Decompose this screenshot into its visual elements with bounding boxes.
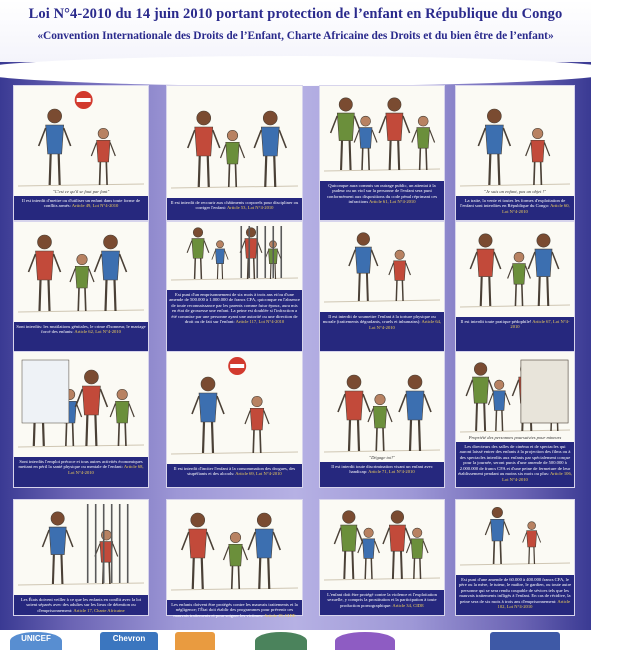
law-panel: [167, 352, 302, 487]
partner-logo: [335, 632, 395, 650]
panel-illustration: [456, 500, 574, 575]
panel-caption: [14, 457, 148, 487]
law-panel: [456, 352, 574, 487]
panel-caption: [320, 312, 444, 354]
caption-article-reference: Article 68, Loi N°4-2010: [68, 464, 144, 475]
panel-illustration: [320, 222, 444, 312]
caption-text: Il est interdit toute discrimination visant un enfant avec handicap:: [331, 463, 433, 475]
caption-text: Il est interdit d'inciter l'enfant à la consommation des drogues, des stupéfiants et des alcools:: [173, 465, 296, 477]
law-panel: [456, 86, 574, 220]
panel-caption: [456, 317, 574, 354]
caption-article-reference: Article 71, Loi N°4-2010: [368, 469, 415, 475]
panel-illustration: [456, 222, 574, 317]
caption-text: Quiconque aura commis un outrage public, un attentat à la pudeur ou un viol sur la personne de l'enfant sera puni conformément aux dispositions du code pénal réprimant ces infractions: [326, 182, 438, 205]
caption-text: Les États doivent veiller à ce que les enfants en conflit avec la loi soient séparés avec des adultes sur les lieux de détention ou d'emprisonnement:: [20, 596, 142, 613]
partner-logos-strip: [0, 630, 591, 650]
panel-illustration: [456, 352, 574, 442]
partner-logo: [255, 632, 307, 650]
caption-text: Les enfants doivent être protégés contre les mauvais traitements et la négligence; l'État doit établir des programmes pour prévenir ces mauvais traitements et pour soigner les victimes:: [171, 601, 298, 618]
caption-article-reference: Article 117, Loi N°4-2010: [235, 319, 285, 325]
panel-caption: [14, 595, 148, 615]
caption-article-reference: Article 64, Loi N°4-2010: [369, 319, 442, 330]
speech-bubble: "C'est ce qu'il se faut par fant": [52, 189, 110, 194]
caption-text: Il est interdit de recourir aux châtiments corporels pour discipliner ou corriger l'enfant:: [170, 199, 299, 211]
caption-text: Est puni d'un emprisonnement de six mois à trois ans et/ou d'une amende de 500.000 à 1.000.000 de francs CFA, quiconque en l'absence de toute reconnaissance par les parents comme futur époux, aura mis en état de grossesse une enfant. La peine est doublée si l'infraction a été commise par une personne ayant une autorité ou une direction de droit ou de fait sur l'enfant:: [169, 291, 300, 325]
panel-illustration: [167, 352, 302, 464]
caption-article-reference: Article 102, Loi N°4-2010: [497, 598, 571, 610]
caption-text: Sont interdits l'emploi précoce et tous autres activités économiques mettant en péril la santé physique ou mentale de l'enfant:: [18, 458, 143, 470]
partner-logo-label: Chevron: [112, 634, 146, 643]
partner-logo: [490, 632, 560, 650]
law-panel: [167, 222, 302, 354]
panel-caption: [167, 464, 302, 487]
poster-subtitle: «Convention Internationale des Droits de l’Enfant, Charte Africaine des Droits et du bien être de l’enfant»: [37, 30, 554, 42]
panel-caption: [456, 442, 574, 487]
panel-illustration: [456, 86, 574, 196]
law-panel: [320, 352, 444, 487]
law-panel: [167, 86, 302, 220]
caption-article-reference: Article 49, Loi N°4-2010: [71, 203, 119, 209]
speech-bubble: "Dégage toi!": [369, 455, 395, 460]
caption-article-reference: Article 53, Loi N°4-2010: [226, 205, 274, 211]
partner-logo: [100, 632, 158, 650]
caption-text: La traite, la vente et toutes les formes d'exploitation de l'enfant sont interdites en République du Congo:: [460, 197, 566, 209]
law-panel: [456, 500, 574, 615]
panel-caption: [167, 198, 302, 220]
speech-bubble: Propriété des personnes poursuivies pour mineurs: [468, 435, 562, 440]
panel-illustration: [320, 352, 444, 462]
speech-bubble: "Je suis un enfant, pas un objet !": [483, 189, 547, 194]
panel-caption: [320, 181, 444, 220]
law-panel: [14, 86, 148, 220]
panel-illustration: [14, 222, 148, 322]
caption-article-reference: Article 67, Loi N°4-2010: [510, 318, 570, 330]
panel-illustration: [14, 86, 148, 196]
decorative-wave: [0, 56, 621, 86]
panel-illustration: [167, 86, 302, 198]
caption-article-reference: Article 19, CIDE: [264, 612, 296, 618]
panel-caption: [167, 600, 302, 618]
law-panel: [14, 352, 148, 487]
panel-illustration: [14, 352, 148, 457]
caption-text: L'enfant doit être protégé contre la violence et l'exploitation sexuelle, y compris la prostitution et la participation à toute production pornographique:: [327, 591, 437, 608]
law-panel: [320, 222, 444, 354]
law-panel: [456, 222, 574, 354]
panel-caption: [320, 462, 444, 487]
poster-title: Loi N°4-2010 du 14 juin 2010 portant protection de l’enfant en République du Congo: [28, 6, 563, 22]
caption-text: Les directeurs des salles de cinéma et de spectacles qui auront laissé entrer des enfants à la projection des films ou à des spectacles interdits aux enfants par spécialement conçue pour la journée, seront punis d'une amende de 500.000 à 2.000.000 de francs CFA et d'une peine de fermeture de leur établissement pendant au moins six mois ou plus:: [458, 443, 571, 477]
caption-text: Sont interdits: les mutilations génitales, le crime d'honneur, le mariage forcé des enfants:: [16, 323, 146, 335]
partner-logo: [175, 632, 215, 650]
caption-text: Il est interdit d'mettre ou d'utiliser un enfant dans toute forme de conflits armés:: [21, 197, 141, 209]
caption-text: Il est interdit de soumettre l'enfant à la torture physique ou morale (traitements dégradants, cruels et inhumains):: [322, 313, 436, 325]
law-panel: [320, 500, 444, 615]
law-panel: [14, 222, 148, 354]
law-panel: [167, 500, 302, 618]
partner-logo: [10, 632, 62, 650]
partner-logo-label: UNICEF: [21, 634, 51, 643]
law-panel: [14, 500, 148, 615]
panel-illustration: [167, 500, 302, 600]
caption-text: Est puni d'une amende de 60.000 à 400.000 francs CFA, le père ou la mère, le tuteur, le maître, le gardien, ou toute autre personne qui se sera rendu coupable de sévices tels que les mauvais traitements infligés à l'enfant. En cas de récidive, la peine sera de six mois à trois ans d'emprisonnement:: [458, 576, 572, 604]
poster-header: [0, 0, 591, 62]
caption-article-reference: Article 61, Loi N°4-2010: [369, 199, 416, 205]
panel-caption: [456, 575, 574, 615]
panel-illustration: [320, 86, 444, 181]
panel-illustration: [167, 222, 302, 290]
caption-article-reference: Article 60, Loi N°4-2010: [502, 203, 570, 214]
panel-caption: [167, 290, 302, 354]
law-panel: [320, 86, 444, 220]
caption-article-reference: Article 34, CIDE: [392, 602, 424, 608]
caption-article-reference: Article 17, Charte Africaine: [73, 607, 125, 613]
caption-article-reference: Article 106, Loi N°4-2010: [502, 471, 572, 483]
panel-caption: [456, 196, 574, 220]
panel-illustration: [14, 500, 148, 595]
caption-article-reference: Article 62, Loi N°4-2010: [74, 329, 121, 335]
caption-text: Il est interdit toute pratique pédophile!: [460, 318, 532, 324]
panel-caption: [14, 196, 148, 220]
caption-article-reference: Article 69, Loi N°4-2010: [235, 471, 282, 477]
panel-caption: [320, 590, 444, 615]
panel-illustration: [320, 500, 444, 590]
panel-caption: [14, 322, 148, 354]
